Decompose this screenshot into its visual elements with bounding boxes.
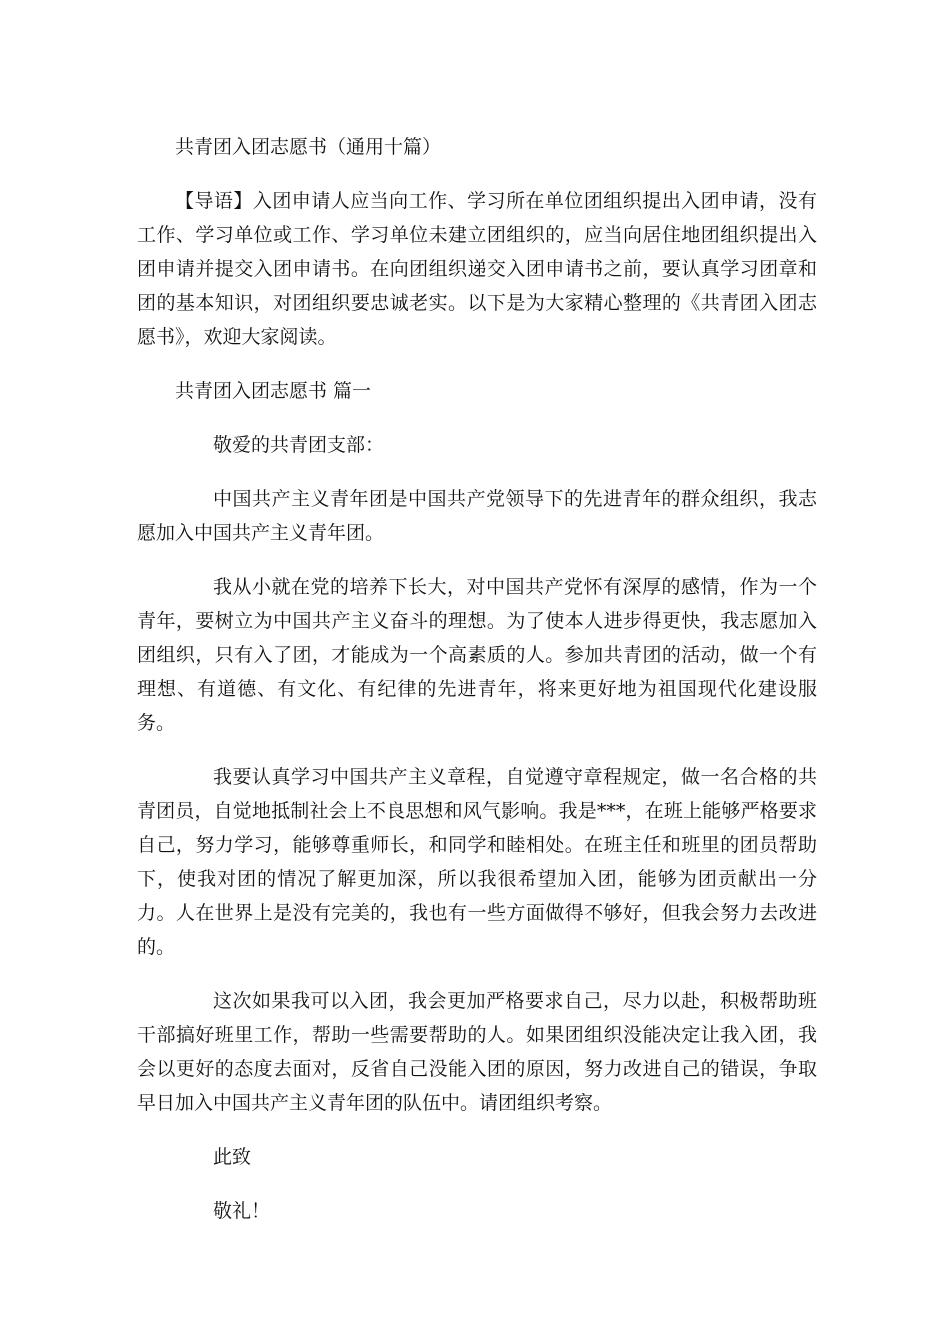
body-paragraph-2: 我从小就在党的培养下长大，对中国共产党怀有深厚的感情，作为一个青年，要树立为中国共产主义奋斗的理想。为了使本人进步得更快，我志愿加入团组织，只有入了团，才能成为一个高素质的人。参加共青团的活动，做一个有理想、有道德、有文化、有纪律的先进青年，将来更好地为祖国现代化建设服务。 [137,576,817,734]
document-content [137,130,817,1248]
body-paragraph-4: 这次如果我可以入团，我会更加严格要求自己，尽力以赴，积极帮助班干部搞好班里工作，帮助一些需要帮助的人。如果团组织没能决定让我入团，我会以更好的态度去面对，反省自己没能入团的原因，努力改进自己的错误，争取早日加入中国共产主义青年团的队伍中。请团组织考察。 [137,990,817,1114]
section-title: 共青团入团志愿书 篇一 [175,380,372,402]
salutation: 敬爱的共青团支部： [213,434,385,456]
closing-salute: 敬礼！ [213,1200,271,1222]
closing-line: 此致 [213,1146,252,1168]
body-paragraph-3: 我要认真学习中国共产主义章程，自觉遵守章程规定，做一名合格的共青团员，自觉地抵制社会上不良思想和风气影响。我是***，在班上能够严格要求自己，努力学习，能够尊重师长，和同学和睦相处。在班主任和班里的团员帮助下，使我对团的情况了解更加深，所以我很希望加入团，能够为团贡献出一分力。人在世界上是没有完美的，我也有一些方面做得不够好，但我会努力去改进的。 [137,766,817,958]
body-paragraph-1: 中国共产主义青年团是中国共产党领导下的先进青年的群众组织，我志愿加入中国共产主义青年团。 [137,488,817,544]
document-title: 共青团入团志愿书（通用十篇） [175,136,442,158]
intro-paragraph: 【导语】入团申请人应当向工作、学习所在单位团组织提出入团申请，没有工作、学习单位或工作、学习单位未建立团组织的，应当向居住地团组织提出入团申请并提交入团申请书。在向团组织递交入团申请书之前，要认真学习团章和团的基本知识，对团组织要忠诚老实。以下是为大家精心整理的《共青团入团志愿书》，欢迎大家阅读。 [137,190,817,348]
